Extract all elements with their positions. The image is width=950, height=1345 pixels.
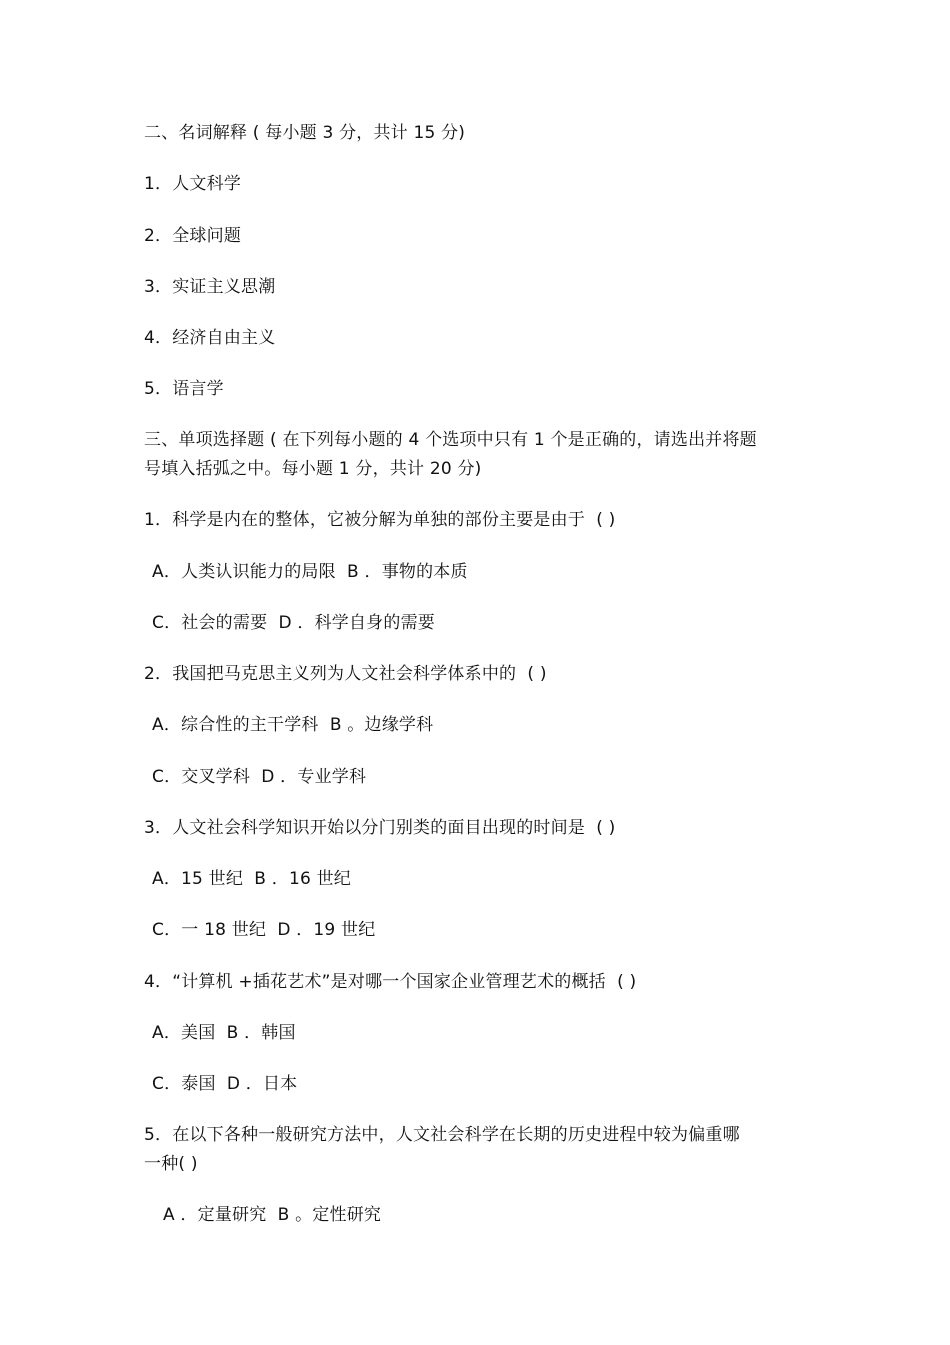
term-item: 4．经济自由主义 — [144, 328, 276, 348]
term-item: 3．实证主义思潮 — [144, 277, 276, 297]
question-5-stem-line1: 5．在以下各种一般研究方法中，人文社会科学在长期的历史进程中较为偏重哪 — [144, 1125, 740, 1145]
question-1-options-ab: A．人类认识能力的局限 B ．事物的本质 — [152, 562, 468, 582]
question-2-options-ab: A．综合性的主干学科 B 。边缘学科 — [152, 715, 434, 735]
question-4-stem: 4．“计算机 +插花艺术”是对哪一个国家企业管理艺术的概括 ( ) — [144, 972, 637, 992]
term-item: 5．语言学 — [144, 379, 224, 399]
term-item: 1．人文科学 — [144, 174, 242, 194]
question-1-stem: 1．科学是内在的整体，它被分解为单独的部份主要是由于 ( ) — [144, 510, 616, 530]
section-2-title: 二、名词解释 ( 每小题 3 分，共计 15 分) — [144, 123, 466, 143]
section-3-title-line1: 三、单项选择题 ( 在下列每小题的 4 个选项中只有 1 个是正确的，请选出并将题 — [144, 430, 757, 450]
question-3-options-cd: C．一 18 世纪 D ．19 世纪 — [152, 920, 376, 940]
question-1-options-cd: C．社会的需要 D ．科学自身的需要 — [152, 613, 435, 633]
section-3-title-line2: 号填入括弧之中。每小题 1 分，共计 20 分) — [144, 459, 482, 479]
question-5-stem-line2: 一种( ) — [144, 1154, 198, 1174]
question-3-options-ab: A．15 世纪 B ．16 世纪 — [152, 869, 351, 889]
question-4-options-cd: C．泰国 D ．日本 — [152, 1074, 298, 1094]
question-3-stem: 3．人文社会科学知识开始以分门别类的面目出现的时间是 ( ) — [144, 818, 616, 838]
question-4-options-ab: A．美国 B ．韩国 — [152, 1023, 296, 1043]
question-2-stem: 2．我国把马克思主义列为人文社会科学体系中的 ( ) — [144, 664, 547, 684]
question-5-options-ab: A ．定量研究 B 。定性研究 — [163, 1205, 382, 1225]
term-item: 2．全球问题 — [144, 226, 242, 246]
question-2-options-cd: C．交叉学科 D ．专业学科 — [152, 767, 367, 787]
